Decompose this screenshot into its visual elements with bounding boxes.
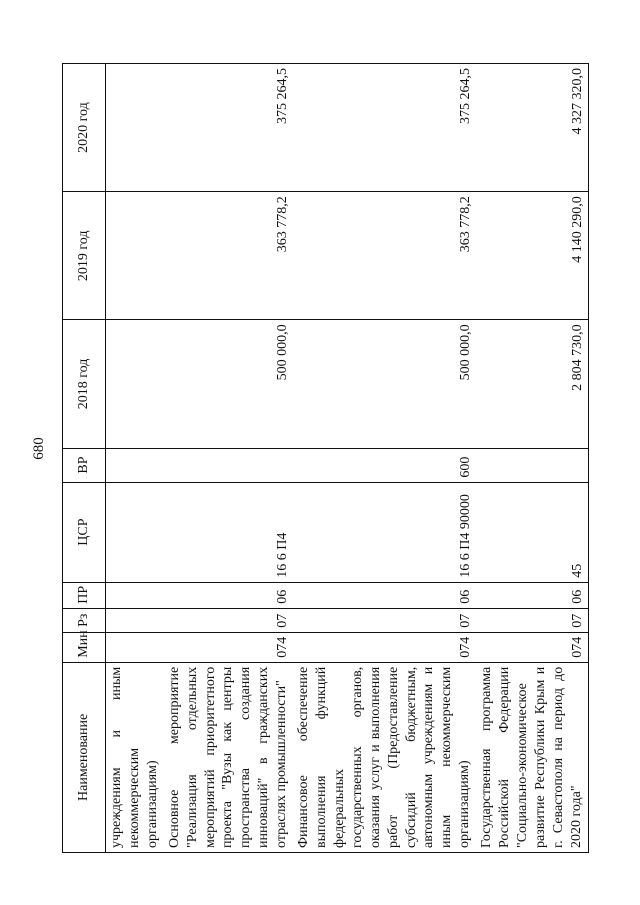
row-rz: 07 [164, 608, 293, 632]
row-2019: 363 778,2 [293, 192, 476, 320]
row-pr: 06 [293, 582, 476, 608]
row-pr: 06 [476, 582, 588, 608]
row-vr [106, 448, 164, 482]
row-2020: 375 264,5 [293, 64, 476, 192]
header-name: Наименование [63, 662, 106, 852]
row-2020: 375 264,5 [164, 64, 293, 192]
table-header-row [63, 64, 106, 853]
row-pr: 06 [164, 582, 293, 608]
row-2018: 2 804 730,0 [476, 320, 588, 448]
row-min [106, 632, 164, 662]
row-name: Основное мероприятие "Реализация отдельных мероприятий приоритетного проекта "Вузы как центры пространства создания инноваций" в гражданских отраслях промышленности" [164, 662, 293, 852]
row-vr [164, 448, 293, 482]
header-csr: ЦСР [63, 482, 106, 582]
row-2018: 500 000,0 [164, 320, 293, 448]
header-vr: ВР [63, 448, 106, 482]
row-vr [476, 448, 588, 482]
row-2019: 363 778,2 [164, 192, 293, 320]
header-2020: 2020 год [63, 64, 106, 192]
row-name: Финансовое обеспечение выполнения функций федеральных государственных органов, оказания услуг и выполнения работ (Предоставление субсидий бюджетным, автономным учреждениям и иным некоммерческим организациям) [293, 662, 476, 852]
row-name: Государственная программа Российской Федерации "Социально-экономическое развитие Республики Крым и г. Севастополя на период до 2020 года" [476, 662, 588, 852]
row-csr: 45 [476, 482, 588, 582]
header-2018: 2018 год [63, 320, 106, 448]
row-min: 074 [293, 632, 476, 662]
row-csr [106, 482, 164, 582]
header-pr: ПР [63, 582, 106, 608]
row-2020: 4 327 320,0 [476, 64, 588, 192]
header-min: Мин [63, 632, 106, 662]
row-vr: 600 [293, 448, 476, 482]
row-rz: 07 [476, 608, 588, 632]
row-2018: 500 000,0 [293, 320, 476, 448]
row-rz: 07 [293, 608, 476, 632]
header-2019: 2019 год [63, 192, 106, 320]
row-csr: 16 6 П4 90000 [293, 482, 476, 582]
row-2020 [106, 64, 164, 192]
table-row [164, 64, 293, 853]
page-number: 680 [30, 437, 47, 460]
row-2018 [106, 320, 164, 448]
row-rz [106, 608, 164, 632]
row-pr [106, 582, 164, 608]
row-name: учреждениям и иным некоммерческим организациям) [106, 662, 164, 852]
row-min: 074 [476, 632, 588, 662]
row-csr: 16 6 П4 [164, 482, 293, 582]
table-row [476, 64, 588, 853]
table-row [106, 64, 164, 853]
row-min: 074 [164, 632, 293, 662]
row-2019: 4 140 290,0 [476, 192, 588, 320]
table-row [293, 64, 476, 853]
budget-table [62, 63, 589, 853]
header-rz: Рз [63, 608, 106, 632]
budget-table-container [62, 63, 610, 853]
row-2019 [106, 192, 164, 320]
